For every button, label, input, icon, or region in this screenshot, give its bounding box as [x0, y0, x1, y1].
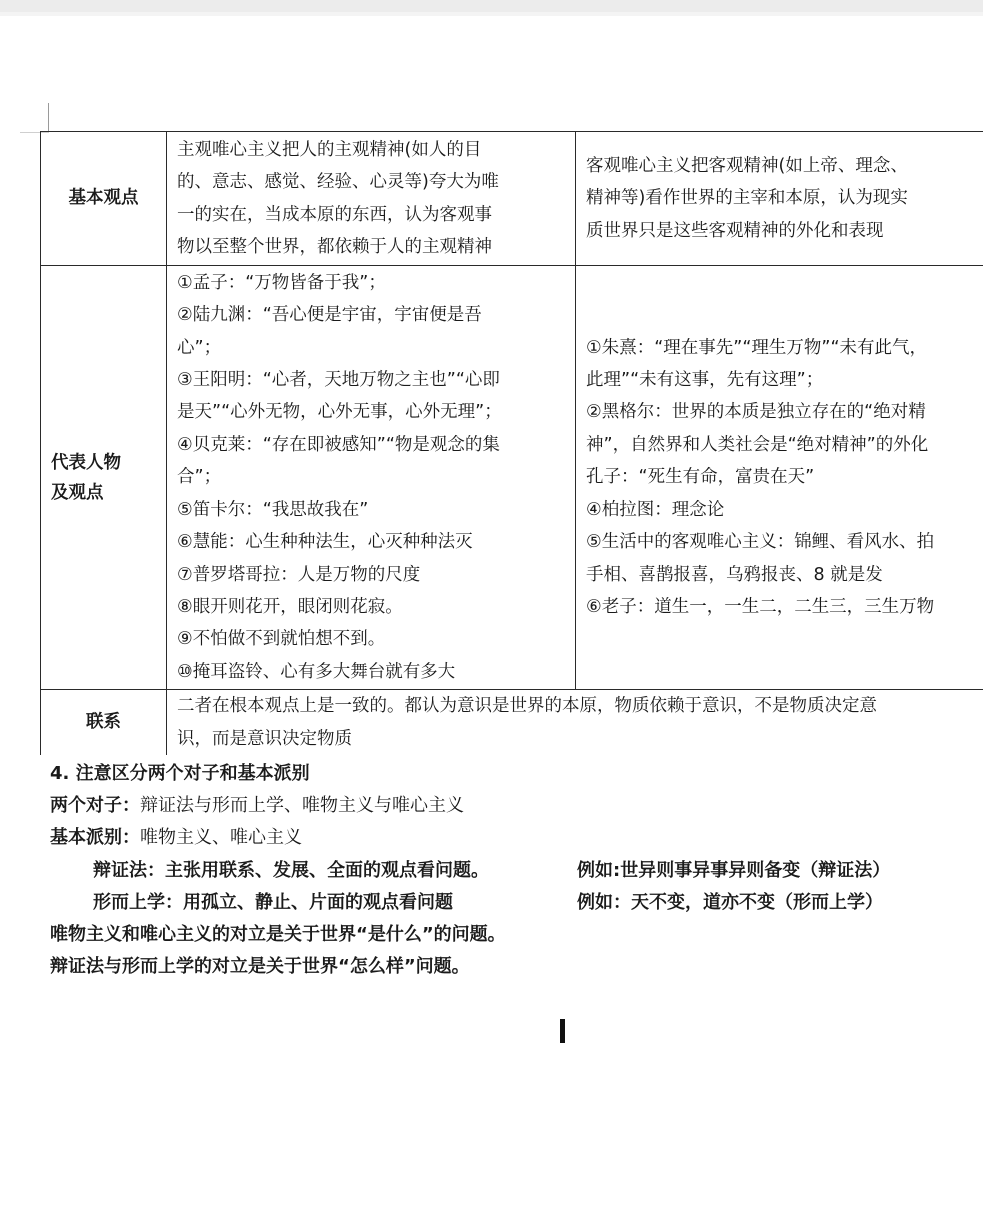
schools-text: 唯物主义、唯心主义: [140, 827, 302, 849]
metaphysics-line: [50, 887, 970, 919]
cell-subjective-basic-view: [167, 132, 576, 266]
row-label-representatives: [41, 266, 167, 690]
dialectics-line: [50, 855, 970, 887]
text-line: ⑦普罗塔哥拉：人是万物的尺度: [177, 564, 421, 585]
metaphysics-definition: 形而上学：用孤立、静止、片面的观点看问题: [93, 891, 453, 913]
pairs-line: [50, 790, 970, 822]
text-line: ⑧眼开则花开，眼闭则花寂。: [177, 596, 403, 617]
text-line: ④柏拉图：理念论: [586, 499, 725, 520]
label-line: 代表人物: [51, 452, 121, 473]
cell-connection: [167, 690, 983, 756]
text-line: 主观唯心主义把人的主观精神(如人的目: [177, 139, 482, 160]
schools-line: [50, 822, 970, 854]
table-row-basic-view: [41, 132, 983, 266]
cell-subjective-representatives: [167, 266, 576, 690]
text-line: 孔子：“死生有命，富贵在天”: [586, 467, 815, 488]
text-line: 此理”“未有这事，先有这理”；: [586, 370, 824, 391]
text-line: 心”；: [177, 337, 222, 358]
opposition-line-1: 唯物主义和唯心主义的对立是关于世界“是什么”的问题。: [50, 924, 506, 946]
text-line: ⑤生活中的客观唯心主义：锦鲤、看风水、拍: [586, 532, 935, 553]
schools-label: 基本派别：: [50, 827, 140, 849]
app-top-bar: [0, 0, 983, 16]
text-line: 物以至整个世界，都依赖于人的主观精神: [177, 236, 492, 257]
text-line: 一的实在，当成本原的东西，认为客观事: [177, 204, 492, 225]
text-line: ①朱熹：“理在事先”“理生万物”“未有此气，: [586, 337, 928, 358]
opposition-line-2: 辩证法与形而上学的对立是关于世界“怎么样”问题。: [50, 956, 470, 978]
text-line: ⑨不怕做不到就怕想不到。: [177, 629, 386, 650]
text-line: 合”；: [177, 467, 222, 488]
row-label-connection: 联系: [41, 690, 167, 756]
text-line: ④贝克莱：“存在即被感知”“物是观念的集: [177, 434, 500, 455]
section-heading: 4. 注意区分两个对子和基本派别: [50, 763, 310, 784]
notes-section: [50, 758, 970, 983]
text-line: ⑥慧能：心生种种法生，心灭种种法灭: [177, 532, 473, 553]
text-line: ⑤笛卡尔：“我思故我在”: [177, 499, 369, 520]
text-line: ③王阳明：“心者，天地万物之主也”“心即: [177, 370, 500, 391]
table-row-representatives: [41, 266, 983, 690]
idealism-comparison-table: [40, 131, 983, 755]
text-line: ⑩掩耳盗铃、心有多大舞台就有多大: [177, 661, 456, 682]
text-line: 质世界只是这些客观精神的外化和表现: [586, 220, 884, 241]
dialectics-definition: 辩证法：主张用联系、发展、全面的观点看问题。: [93, 859, 489, 881]
comparison-table-viewport: [40, 131, 983, 755]
text-line: 识，而是意识决定物质: [177, 728, 352, 749]
text-line: ⑥老子：道生一，一生二，二生三，三生万物: [586, 596, 935, 617]
cell-objective-representatives: [576, 266, 983, 690]
text-line: 精神等)看作世界的主宰和本原，认为现实: [586, 188, 908, 209]
text-cursor: [560, 1019, 565, 1043]
pairs-text: 辩证法与形而上学、唯物主义与唯心主义: [140, 795, 464, 817]
text-line: 的、意志、感觉、经验、心灵等)夸大为唯: [177, 172, 499, 193]
metaphysics-example: 例如：天不变，道亦不变（形而上学）: [577, 891, 883, 913]
cell-objective-basic-view: [576, 132, 983, 266]
pairs-label: 两个对子：: [50, 795, 140, 817]
page-margin-mark: [48, 103, 49, 132]
text-line: 是天”“心外无物，心外无事，心外无理”；: [177, 402, 502, 423]
dialectics-example: 例如:世异则事异事异则备变（辩证法）: [577, 859, 891, 881]
text-line: 二者在根本观点上是一致的。都认为意识是世界的本原，物质依赖于意识，不是物质决定意: [177, 696, 877, 717]
label-line: 及观点: [51, 482, 104, 503]
text-line: 客观唯心主义把客观精神(如上帝、理念、: [586, 155, 908, 176]
text-line: ①孟子：“万物皆备于我”；: [177, 272, 386, 293]
text-line: ②黑格尔：世界的本质是独立存在的“绝对精: [586, 402, 926, 423]
text-line: 神”，自然界和人类社会是“绝对精神”的外化: [586, 434, 929, 455]
row-label-basic-view: 基本观点: [41, 132, 167, 266]
table-row-connection: [41, 690, 983, 756]
text-line: 手相、喜鹊报喜，乌鸦报丧、8 就是发: [586, 564, 883, 585]
text-line: ②陆九渊：“吾心便是宇宙，宇宙便是吾: [177, 305, 482, 326]
